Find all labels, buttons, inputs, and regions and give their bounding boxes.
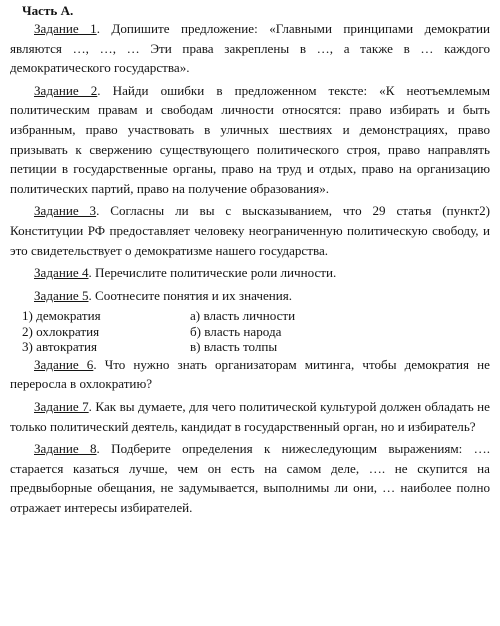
term-item: 1) демократия xyxy=(22,308,101,324)
task-text: . Соотнесите понятия и их значения. xyxy=(88,287,293,303)
task-6 xyxy=(10,355,490,394)
task-label: Задание 2 xyxy=(34,82,98,98)
task-label: Задание 3 xyxy=(34,203,97,219)
definition-item: а) власть личности xyxy=(190,308,296,324)
task-label: Задание 1 xyxy=(34,21,97,36)
task-text: . Перечислите политические роли личности. xyxy=(88,265,337,281)
task-label: Задание 8 xyxy=(34,441,97,457)
task-2 xyxy=(10,81,490,199)
task-label: Задание 4 xyxy=(34,265,89,281)
task-3 xyxy=(10,201,490,260)
term-item: 2) охлократия xyxy=(22,323,100,339)
task-text: . Что нужно знать организаторам митинга, чтобы демократия не переросла в охлократию? xyxy=(10,356,490,392)
task-text: . Найди ошибки в предложенном тексте: «К неотъемлемым политическим правам и свободам личности относятся: право избирать и быть избранным, право участвовать в уличных шествиях и демонстрациях, право призывать к свержению существующего политического строя, право направлять петиции в государственные органы, право на труд и отдых, право на организацию политических партий, право на получение образования». xyxy=(10,82,490,196)
task-5 xyxy=(10,286,490,355)
task-4 xyxy=(10,263,490,283)
task-label: Задание 5 xyxy=(34,287,89,303)
task-8 xyxy=(10,439,490,517)
task-text: . Как вы думаете, для чего политической культурой должен обладать не только политический деятель, кандидат в государственный орган, но и избиратель? xyxy=(10,399,490,434)
task-text: . Допишите предложение: «Главными принципами демократии являются …, …, … Эти права закреплены в …, а также в … каждого демократического государства». xyxy=(10,21,490,76)
definition-item: в) власть толпы xyxy=(190,339,278,355)
task-label: Задание 6 xyxy=(34,356,94,372)
part-title: Часть А. xyxy=(22,3,74,18)
definition-item: б) власть народа xyxy=(190,323,282,339)
term-item: 3) автократия xyxy=(22,339,98,355)
task-7 xyxy=(10,397,490,436)
task-text: . Подберите определения к нижеследующим выражениям: …. старается казаться лучше, чем он есть на самом деле, …. не скупится на предвыборные обещания, не задумывается, выполнимы ли они, … наиболее полно отражает интересы избирателей. xyxy=(10,441,490,515)
task-label: Задание 7 xyxy=(34,399,89,414)
task-1 xyxy=(10,19,490,78)
matching-table xyxy=(22,308,490,355)
task-text: . Согласны ли вы с высказыванием, что 29 статья (пункт2) Конституции РФ предоставляет человеку неограниченную политическую свободу, и это свидетельствует о демократизме нашего государства. xyxy=(10,203,490,258)
